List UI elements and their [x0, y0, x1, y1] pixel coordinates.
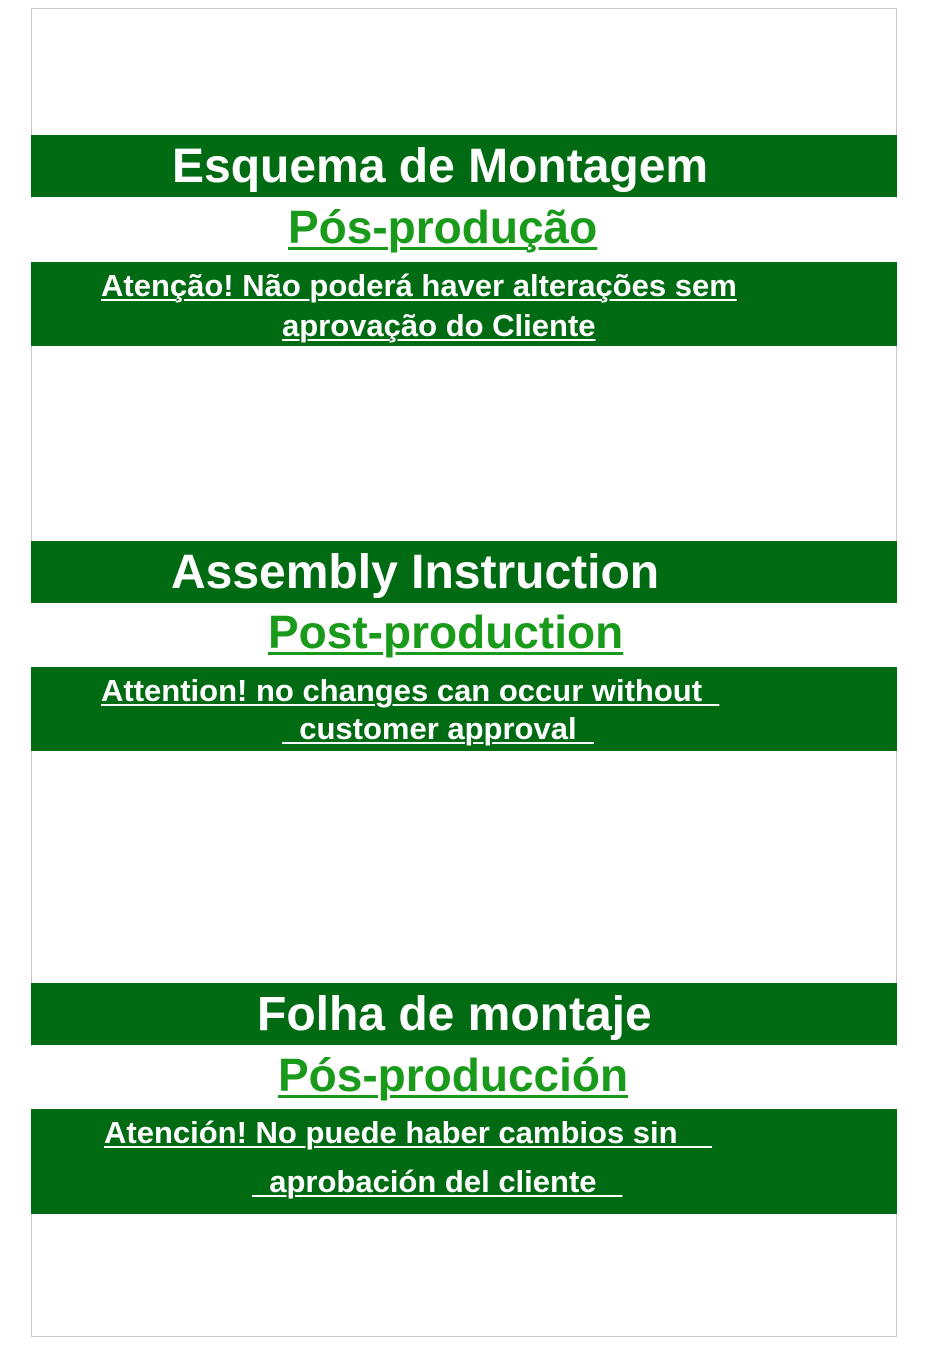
section-1-notice-line-2: aprovação do Cliente [282, 308, 596, 343]
section-2-subtitle: Post-production [268, 606, 624, 658]
section-2-title-band [31, 541, 897, 603]
section-1-subtitle: Pós-produção [288, 201, 598, 253]
section-2-notice-band [31, 667, 897, 751]
section-2-notice-line-1: Attention! no changes can occur without [101, 673, 720, 708]
section-1-title-band [31, 135, 897, 197]
section-3-title: Folha de montaje [257, 988, 652, 1041]
section-3-title-band [31, 983, 897, 1045]
section-2-title: Assembly Instruction [171, 546, 660, 599]
section-1-notice-band [31, 262, 897, 346]
section-2-notice-line-2: customer approval [282, 711, 594, 746]
section-1-subtitle-band [31, 198, 897, 262]
section-2-subtitle-band [31, 603, 897, 667]
section-3-subtitle: Pós-producción [278, 1049, 629, 1101]
section-1-title: Esquema de Montagem [172, 140, 709, 193]
section-1-notice-line-1: Atenção! Não poderá haver alterações sem [101, 268, 737, 303]
section-3-notice-band [31, 1109, 897, 1214]
section-3-notice-line-2: aprobación del cliente [252, 1164, 623, 1199]
section-3-subtitle-band [31, 1046, 897, 1110]
section-3-notice-line-1: Atención! No puede haber cambios sin [104, 1115, 713, 1150]
